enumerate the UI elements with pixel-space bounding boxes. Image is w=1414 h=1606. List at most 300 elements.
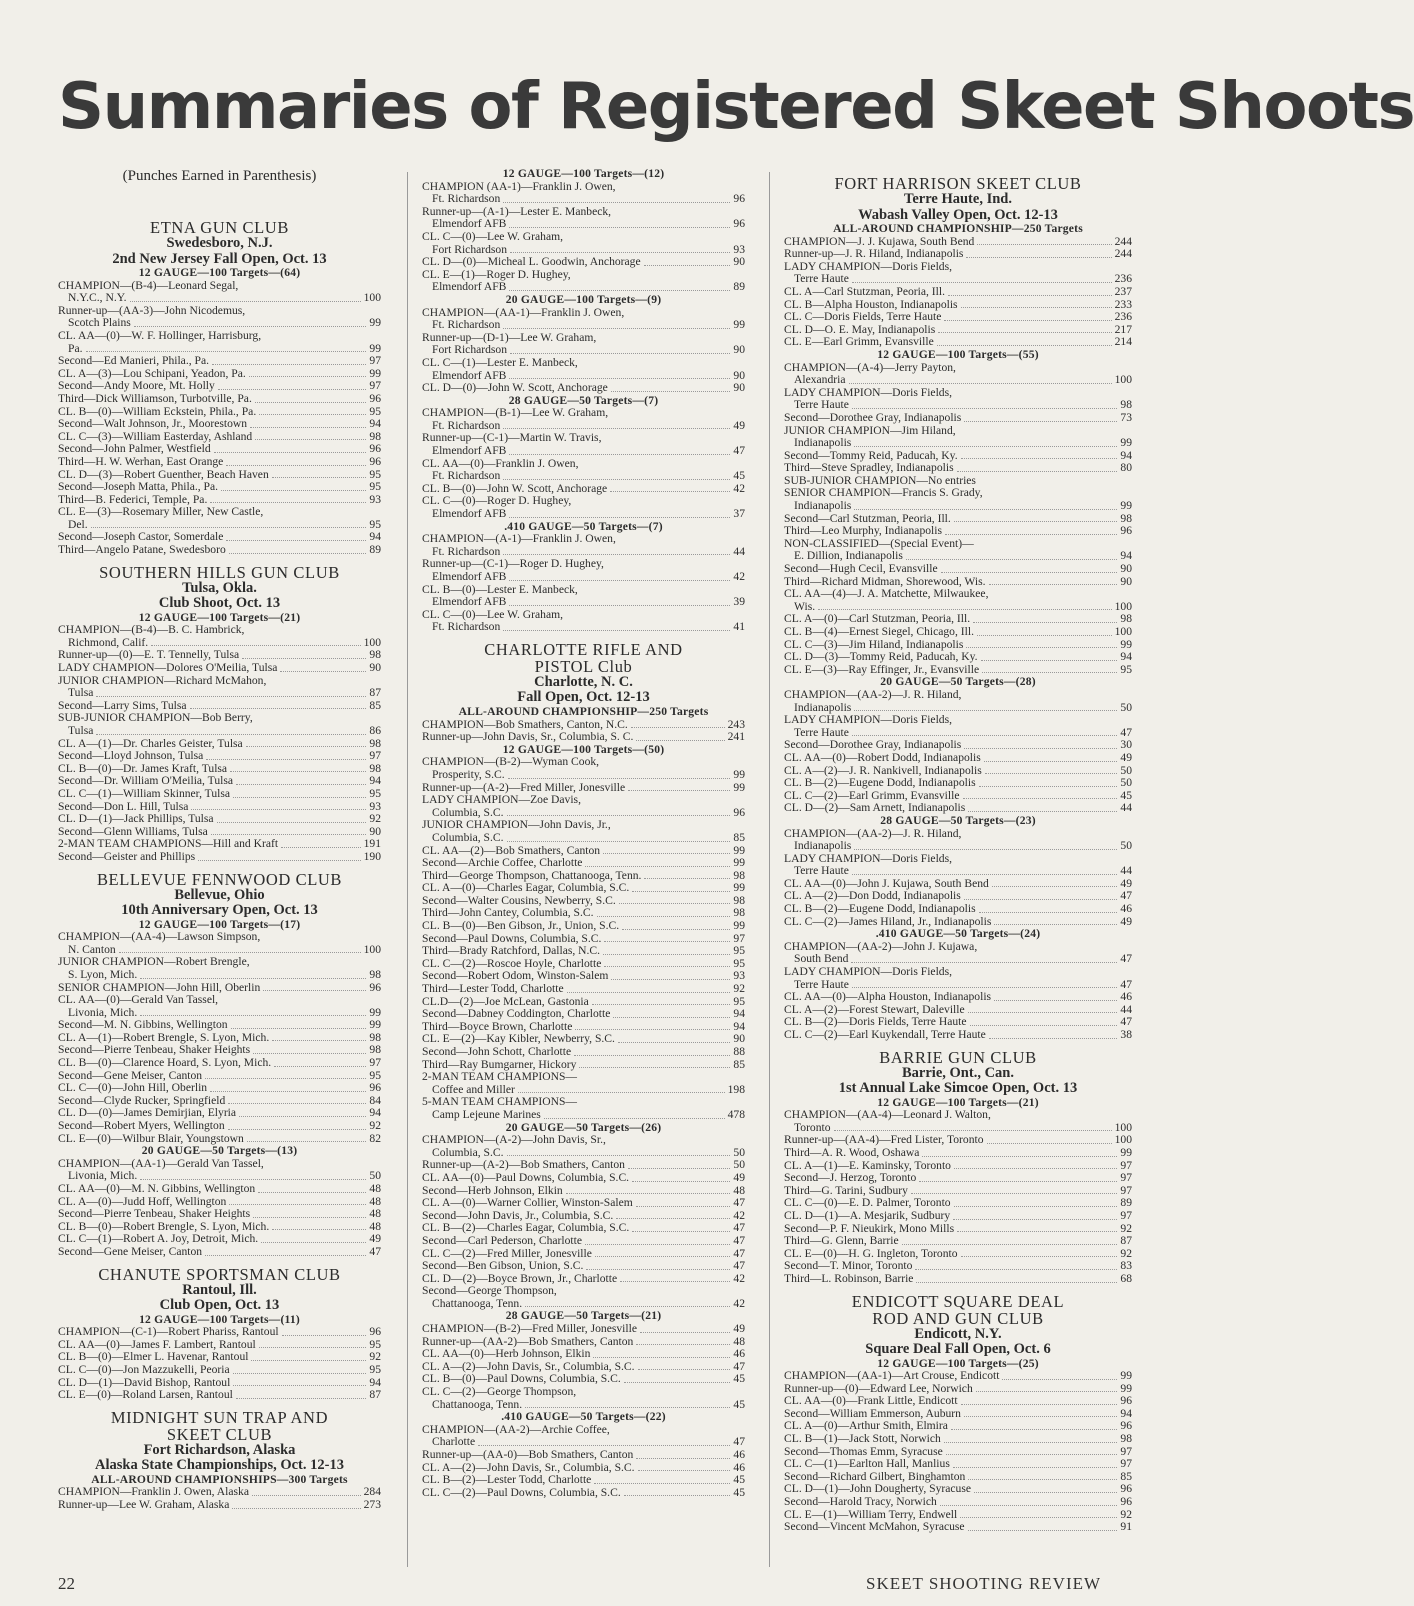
result-text: Third—Boyce Brown, Charlotte bbox=[422, 1019, 573, 1033]
result-text: Second—Walt Johnson, Jr., Moorestown bbox=[58, 417, 248, 431]
result-text: Terre Haute bbox=[794, 725, 849, 739]
result-text: Third—Lester Todd, Charlotte bbox=[422, 982, 564, 996]
score: 37 bbox=[733, 507, 745, 521]
result-text: Elmendorf AFB bbox=[432, 368, 507, 382]
result-line bbox=[784, 563, 1132, 576]
dot-leader bbox=[579, 1067, 730, 1068]
result-text: Second—Harold Tracy, Norwich bbox=[784, 1495, 937, 1509]
result-line: JUNIOR CHAMPION—Jim Hiland, bbox=[784, 423, 956, 437]
result-line: CL. C—(0)—Lee W. Graham, bbox=[422, 229, 564, 243]
score: 85 bbox=[733, 830, 745, 844]
score: 100 bbox=[363, 942, 381, 956]
score: 94 bbox=[369, 1375, 381, 1389]
dot-leader bbox=[510, 353, 730, 354]
result-text: Runner-up—John Davis, Sr., Columbia, S. C. bbox=[422, 730, 634, 744]
result-text: CL. B—(2)—Eugene Dodd, Indianapolis bbox=[784, 902, 976, 916]
result-line bbox=[784, 1370, 1132, 1383]
score: 94 bbox=[733, 1019, 745, 1033]
result-line bbox=[784, 1029, 1132, 1042]
gauge-heading: .410 GAUGE—50 Targets—(22) bbox=[501, 1410, 666, 1424]
result-line: 2-MAN TEAM CHAMPIONS— bbox=[422, 1070, 578, 1084]
score: 97 bbox=[733, 931, 745, 945]
dot-leader bbox=[948, 295, 1112, 296]
result-text: Indianapolis bbox=[794, 499, 852, 513]
dot-leader bbox=[233, 797, 366, 798]
dot-leader bbox=[190, 708, 367, 709]
score: 99 bbox=[733, 856, 745, 870]
score: 99 bbox=[369, 341, 381, 355]
score: 42 bbox=[733, 1296, 745, 1310]
score: 38 bbox=[1120, 1028, 1132, 1041]
dot-leader bbox=[953, 1219, 1117, 1220]
result-line bbox=[784, 286, 1132, 299]
dot-leader bbox=[226, 540, 366, 541]
dot-leader bbox=[239, 1116, 366, 1117]
score: 99 bbox=[733, 780, 745, 794]
result-text: Indianapolis bbox=[794, 839, 852, 853]
result-text: CL. C—(0)—E. D. Palmer, Toronto bbox=[784, 1196, 951, 1210]
dot-leader bbox=[954, 1168, 1117, 1169]
score: 45 bbox=[733, 1485, 745, 1499]
score: 95 bbox=[733, 994, 745, 1008]
score: 99 bbox=[733, 767, 745, 781]
dot-leader bbox=[984, 761, 1118, 762]
result-text: Charlotte bbox=[432, 1435, 476, 1449]
dot-leader bbox=[961, 307, 1112, 308]
dot-leader bbox=[964, 899, 1118, 900]
score: 94 bbox=[733, 1007, 745, 1021]
result-text: Second—P. F. Nieukirk, Mono Mills bbox=[784, 1221, 955, 1235]
score: 96 bbox=[733, 217, 745, 231]
result-text: Livonia, Mich. bbox=[68, 1005, 138, 1019]
dot-leader bbox=[272, 1040, 366, 1041]
result-text: CL. A—(0)—Carl Stutzman, Peoria, Ill. bbox=[784, 612, 971, 626]
result-text: Columbia, S.C. bbox=[432, 805, 504, 819]
result-line bbox=[784, 1395, 1132, 1408]
result-line: CHAMPION—(A-2)—John Davis, Sr., bbox=[422, 1133, 606, 1147]
dot-leader bbox=[251, 1360, 366, 1361]
score: 90 bbox=[1120, 574, 1132, 588]
dot-leader bbox=[509, 227, 730, 228]
score: 96 bbox=[733, 192, 745, 206]
result-text: CHAMPION—(AA-1)—Art Crouse, Endicott bbox=[784, 1369, 1000, 1383]
result-text: Del. bbox=[68, 517, 88, 531]
dot-leader bbox=[631, 727, 725, 728]
dot-leader bbox=[852, 282, 1112, 283]
result-text: CL. D—(2)—Boyce Brown, Jr., Charlotte bbox=[422, 1271, 618, 1285]
dot-leader bbox=[597, 916, 731, 917]
result-line bbox=[422, 1449, 745, 1462]
result-text: Elmendorf AFB bbox=[432, 570, 507, 583]
result-text: Second—William Emmerson, Auburn bbox=[784, 1406, 961, 1420]
club-location: Bellevue, Ohio bbox=[174, 886, 265, 903]
result-text: Third—Brady Ratchford, Dallas, N.C. bbox=[422, 944, 601, 958]
result-line bbox=[784, 1210, 1132, 1223]
score: 273 bbox=[363, 1497, 381, 1511]
dot-leader bbox=[974, 1492, 1117, 1493]
dot-leader bbox=[976, 1391, 1118, 1392]
result-text: Richmond, Calif. bbox=[68, 635, 149, 649]
result-text: CL. C—(0)—Jon Mazzukelli, Peoria bbox=[58, 1362, 230, 1376]
score: 46 bbox=[1120, 990, 1132, 1004]
dot-leader bbox=[628, 1168, 730, 1169]
score: 243 bbox=[727, 717, 745, 731]
result-line bbox=[58, 481, 381, 494]
dot-leader bbox=[957, 1231, 1117, 1232]
score: 95 bbox=[369, 1068, 381, 1082]
result-line: CL. B—(0)—Lester E. Manbeck, bbox=[422, 582, 578, 596]
score: 50 bbox=[733, 1145, 745, 1159]
result-text: Wis. bbox=[794, 599, 816, 613]
club-location: Swedesboro, N.J. bbox=[166, 235, 273, 251]
dot-leader bbox=[902, 1244, 1118, 1245]
result-line bbox=[422, 193, 745, 206]
gauge-heading: ALL-AROUND CHAMPIONSHIP—250 Targets bbox=[833, 222, 1083, 235]
dot-leader bbox=[252, 1495, 361, 1496]
result-text: Second—John Davis, Jr., Columbia, S.C. bbox=[422, 1208, 614, 1222]
dot-leader bbox=[509, 580, 730, 581]
result-line bbox=[784, 462, 1132, 475]
result-text: CL. AA—(0)—James F. Lambert, Rantoul bbox=[58, 1337, 256, 1351]
dot-leader bbox=[205, 1255, 366, 1256]
score: 99 bbox=[733, 318, 745, 332]
results-column-1 bbox=[58, 168, 381, 1512]
result-text: Second—Ben Gibson, Union, S.C. bbox=[422, 1259, 584, 1273]
dot-leader bbox=[119, 952, 361, 953]
score: 97 bbox=[1120, 1457, 1132, 1471]
dot-leader bbox=[968, 1012, 1118, 1013]
score: 100 bbox=[1114, 1120, 1132, 1134]
result-line bbox=[58, 1082, 381, 1095]
dot-leader bbox=[818, 609, 1111, 610]
dot-leader bbox=[259, 414, 366, 415]
score: 48 bbox=[369, 1182, 381, 1195]
score: 50 bbox=[1120, 839, 1132, 853]
dot-leader bbox=[945, 534, 1117, 535]
result-line bbox=[58, 1019, 381, 1032]
dot-leader bbox=[503, 328, 730, 329]
score: 97 bbox=[1120, 1183, 1132, 1197]
score: 50 bbox=[1120, 776, 1132, 790]
result-text: Ft. Richardson bbox=[432, 418, 501, 432]
gauge-heading: 12 GAUGE—100 Targets—(21) bbox=[877, 1095, 1039, 1109]
result-text: Third—Steve Spradley, Indianapolis bbox=[784, 461, 954, 475]
dot-leader bbox=[604, 941, 730, 942]
result-text: Third—A. R. Wood, Oshawa bbox=[784, 1145, 920, 1159]
score: 46 bbox=[733, 1448, 745, 1461]
dot-leader bbox=[280, 671, 366, 672]
club-name: FORT HARRISON SKEET CLUB bbox=[834, 174, 1082, 193]
result-text: 2-MAN TEAM CHAMPIONS—Hill and Kraft bbox=[58, 837, 279, 851]
punches-note: (Punches Earned in Parenthesis) bbox=[122, 168, 317, 184]
gauge-heading: 28 GAUGE—50 Targets—(23) bbox=[880, 813, 1036, 827]
dot-leader bbox=[622, 929, 730, 930]
result-text: Second—Clyde Rucker, Springfield bbox=[58, 1093, 226, 1107]
score: 46 bbox=[733, 1460, 745, 1474]
dot-leader bbox=[994, 1000, 1117, 1001]
score: 48 bbox=[369, 1194, 381, 1208]
score: 99 bbox=[733, 843, 745, 857]
result-text: CL. C—(2)—Roscoe Hoyle, Charlotte bbox=[422, 956, 602, 970]
score: 94 bbox=[369, 774, 381, 788]
dot-leader bbox=[854, 446, 1117, 447]
result-line: 5-MAN TEAM CHAMPIONS— bbox=[422, 1095, 578, 1109]
score: 50 bbox=[369, 1169, 381, 1183]
result-text: CHAMPION—(B-2)—Fred Miller, Jonesville bbox=[422, 1322, 637, 1336]
result-line bbox=[422, 470, 745, 483]
dot-leader bbox=[212, 364, 366, 365]
result-text: CL. C—(1)—Earlton Hall, Manlius bbox=[784, 1457, 950, 1471]
result-text: CL. B—(2)—Charles Eagar, Columbia, S.C. bbox=[422, 1221, 630, 1235]
score: 47 bbox=[1120, 725, 1132, 739]
result-text: CL. B—(0)—Paul Downs, Columbia, S.C. bbox=[422, 1372, 621, 1386]
dot-leader bbox=[603, 853, 730, 854]
dot-leader bbox=[849, 383, 1112, 384]
score: 90 bbox=[733, 343, 745, 357]
result-text: Runner-up—(0)—Edward Lee, Norwich bbox=[784, 1381, 973, 1395]
result-text: CL. AA—(0)—Alpha Houston, Indianapolis bbox=[784, 990, 992, 1004]
score: 45 bbox=[733, 1473, 745, 1487]
dot-leader bbox=[566, 1193, 731, 1194]
score: 90 bbox=[733, 1032, 745, 1046]
result-line: JUNIOR CHAMPION—John Davis, Jr., bbox=[422, 818, 611, 832]
event-title: 1st Annual Lake Simcoe Open, Oct. 13 bbox=[838, 1080, 1078, 1097]
dot-leader bbox=[954, 521, 1118, 522]
score: 99 bbox=[1120, 499, 1132, 513]
dot-leader bbox=[982, 672, 1117, 673]
score: 244 bbox=[1114, 234, 1132, 248]
result-text: Runner-up—J. R. Hiland, Indianapolis bbox=[784, 247, 964, 261]
dot-leader bbox=[140, 1015, 366, 1016]
result-line: CHAMPION (AA-1)—Franklin J. Owen, bbox=[422, 179, 616, 193]
result-text: CL. D—(0)—John W. Scott, Anchorage bbox=[422, 381, 608, 395]
dot-leader bbox=[960, 1517, 1117, 1518]
result-text: Second—Tommy Reid, Paducah, Ky. bbox=[784, 448, 958, 462]
dot-leader bbox=[968, 1530, 1118, 1531]
score: 47 bbox=[733, 1359, 745, 1373]
dot-leader bbox=[509, 290, 730, 291]
gauge-heading: 20 GAUGE—100 Targets—(9) bbox=[505, 292, 662, 306]
result-text: Second—Thomas Emm, Syracuse bbox=[784, 1444, 943, 1458]
event-title: Club Open, Oct. 13 bbox=[159, 1297, 280, 1314]
result-line: CHAMPION—(AA-1)—Franklin J. Owen, bbox=[422, 305, 625, 319]
dot-leader bbox=[586, 1269, 730, 1270]
result-text: Livonia, Mich. bbox=[68, 1169, 138, 1183]
result-line: CL. C—(2)—George Thompson, bbox=[422, 1385, 577, 1399]
score: 99 bbox=[369, 1018, 381, 1032]
result-text: CL. AA—(0)—Paul Downs, Columbia, S.C. bbox=[422, 1170, 630, 1184]
dot-leader bbox=[134, 326, 367, 327]
result-line bbox=[58, 393, 381, 406]
result-text: Second—Dorothee Gray, Indianapolis bbox=[784, 410, 962, 424]
result-text: Third—Dick Williamson, Turbotville, Pa. bbox=[58, 391, 252, 405]
dot-leader bbox=[525, 1306, 730, 1307]
score: 96 bbox=[1120, 1495, 1132, 1509]
result-text: Second—Walter Cousins, Newberry, S.C. bbox=[422, 893, 616, 907]
result-text: Second—Dabney Coddington, Charlotte bbox=[422, 1007, 611, 1021]
club-location: Charlotte, N. C. bbox=[534, 673, 633, 690]
result-text: Coffee and Miller bbox=[432, 1082, 515, 1096]
dot-leader bbox=[229, 553, 367, 554]
score: 95 bbox=[369, 517, 381, 531]
result-text: CL. E—(2)—Kay Kibler, Newberry, S.C. bbox=[422, 1032, 615, 1046]
score: 93 bbox=[733, 242, 745, 256]
result-text: CL. C—(2)—Paul Downs, Columbia, S.C. bbox=[422, 1485, 621, 1499]
dot-leader bbox=[255, 439, 366, 440]
result-line: CL. E—(1)—Roger D. Hughey, bbox=[422, 267, 571, 281]
dot-leader bbox=[851, 962, 1117, 963]
dot-leader bbox=[852, 987, 1118, 988]
score: 47 bbox=[1120, 977, 1132, 991]
score: 50 bbox=[1120, 763, 1132, 777]
result-text: Second—Gene Meiser, Canton bbox=[58, 1244, 203, 1258]
score: 47 bbox=[733, 1196, 745, 1210]
score: 47 bbox=[733, 1246, 745, 1260]
score: 97 bbox=[369, 379, 381, 393]
dot-leader bbox=[509, 517, 730, 518]
dot-leader bbox=[593, 1357, 730, 1358]
dot-leader bbox=[259, 1347, 367, 1348]
result-text: Third—Angelo Patane, Swedesboro bbox=[58, 543, 226, 557]
dot-leader bbox=[610, 491, 730, 492]
result-text: CHAMPION—Franklin J. Owen, Alaska bbox=[58, 1485, 249, 1499]
result-text: Chattanooga, Tenn. bbox=[432, 1296, 523, 1310]
result-line: CL. C—(1)—Lester E. Manbeck, bbox=[422, 355, 578, 369]
result-line bbox=[784, 1172, 1132, 1185]
result-text: CL. C—(2)—James Hiland, Jr., Indianapolis bbox=[784, 914, 992, 928]
score: 84 bbox=[369, 1093, 381, 1107]
result-line bbox=[58, 1364, 381, 1377]
dot-leader bbox=[937, 345, 1112, 346]
score: 82 bbox=[369, 1131, 381, 1145]
result-text: CL. A—(2)—Don Dodd, Indianapolis bbox=[784, 889, 961, 903]
dot-leader bbox=[274, 1066, 366, 1067]
result-text: Elmendorf AFB bbox=[432, 507, 507, 521]
dot-leader bbox=[226, 465, 366, 466]
club-location: Tulsa, Okla. bbox=[182, 579, 257, 596]
club-name: ENDICOTT SQUARE DEAL bbox=[851, 1291, 1065, 1311]
result-text: Terre Haute bbox=[794, 398, 849, 412]
dot-leader bbox=[221, 490, 366, 491]
score: 90 bbox=[369, 661, 381, 675]
gauge-heading: 20 GAUGE—50 Targets—(13) bbox=[141, 1144, 298, 1158]
result-line bbox=[58, 456, 381, 469]
result-text: Runner-up—Lee W. Graham, Alaska bbox=[58, 1497, 230, 1511]
result-text: Pa. bbox=[68, 341, 83, 355]
result-text: CL. C—(0)—John Hill, Oberlin bbox=[58, 1081, 208, 1095]
result-text: CL. A—(2)—John Davis, Sr., Columbia, S.C. bbox=[422, 1460, 635, 1474]
club-location: Barrie, Ont., Can. bbox=[902, 1064, 1014, 1081]
score: 284 bbox=[363, 1485, 381, 1499]
result-text: Toronto bbox=[794, 1120, 831, 1134]
result-text: Third—Leo Murphy, Indianapolis bbox=[784, 524, 942, 538]
dot-leader bbox=[507, 1155, 731, 1156]
score: 48 bbox=[733, 1334, 745, 1348]
result-line bbox=[58, 292, 381, 305]
score: 47 bbox=[1120, 889, 1132, 903]
result-text: Second—Pierre Tenbeau, Shaker Heights bbox=[58, 1043, 251, 1057]
result-line bbox=[58, 750, 381, 763]
result-text: Second—Hugh Cecil, Evansville bbox=[784, 562, 938, 576]
dot-leader bbox=[130, 301, 361, 302]
result-text: CL. C—(2)—Fred Miller, Jonesville bbox=[422, 1246, 592, 1260]
result-line bbox=[784, 311, 1132, 324]
dot-leader bbox=[906, 559, 1118, 560]
score: 93 bbox=[369, 492, 381, 506]
result-line bbox=[422, 1235, 745, 1248]
score: 85 bbox=[369, 698, 381, 712]
result-text: CL. C—Doris Fields, Terre Haute bbox=[784, 310, 942, 324]
result-text: Runner-up—(AA-0)—Bob Smathers, Canton bbox=[422, 1448, 634, 1461]
dot-leader bbox=[966, 647, 1117, 648]
score: 95 bbox=[733, 944, 745, 958]
result-line: SUB-JUNIOR CHAMPION—No entries bbox=[784, 473, 976, 487]
score: 198 bbox=[727, 1082, 745, 1096]
result-text: CL. A—(1)—Dr. Charles Geister, Tulsa bbox=[58, 736, 243, 750]
result-text: CL. E—(3)—Ray Effinger, Jr., Evansville bbox=[784, 662, 980, 676]
result-text: Tulsa bbox=[68, 724, 94, 737]
result-text: CL. B—(2)—Eugene Dodd, Indianapolis bbox=[784, 776, 976, 790]
score: 94 bbox=[1120, 1406, 1132, 1420]
gauge-heading: 12 GAUGE—100 Targets—(12) bbox=[502, 167, 665, 180]
dot-leader bbox=[585, 1244, 730, 1245]
score: 99 bbox=[369, 316, 381, 330]
dot-leader bbox=[503, 630, 730, 631]
score: 85 bbox=[733, 1057, 745, 1071]
dot-leader bbox=[253, 1053, 366, 1054]
gauge-heading: .410 GAUGE—50 Targets—(24) bbox=[875, 927, 1041, 941]
result-line bbox=[422, 1348, 745, 1361]
club-location: Rantoul, Ill. bbox=[182, 1281, 257, 1298]
gauge-heading: 20 GAUGE—50 Targets—(26) bbox=[505, 1120, 662, 1134]
score: 45 bbox=[733, 1372, 745, 1386]
result-text: CL. D—(0)—James Demirjian, Elyria bbox=[58, 1106, 237, 1120]
score: 191 bbox=[363, 837, 381, 851]
dot-leader bbox=[603, 954, 730, 955]
result-line bbox=[784, 777, 1132, 790]
score: 46 bbox=[1120, 902, 1132, 916]
score: 98 bbox=[733, 906, 745, 920]
result-line bbox=[422, 882, 745, 895]
result-text: Columbia, S.C. bbox=[432, 830, 504, 844]
dot-leader bbox=[230, 771, 366, 772]
dot-leader bbox=[946, 1454, 1118, 1455]
result-text: CL.D—(2)—Joe McLean, Gastonia bbox=[422, 994, 589, 1008]
score: 44 bbox=[1120, 1002, 1132, 1016]
dot-leader bbox=[218, 389, 367, 390]
dot-leader bbox=[963, 798, 1118, 799]
result-text: CL. D—(1)—David Bishop, Rantoul bbox=[58, 1375, 231, 1389]
result-text: Third—B. Federici, Temple, Pa. bbox=[58, 492, 208, 506]
result-text: South Bend bbox=[794, 952, 849, 966]
score: 49 bbox=[733, 1322, 745, 1336]
result-text: Second—Carl Stutzman, Peoria, Ill. bbox=[784, 511, 951, 525]
result-line bbox=[58, 544, 381, 557]
score: 47 bbox=[733, 1221, 745, 1235]
gauge-heading: 12 GAUGE—100 Targets—(17) bbox=[138, 917, 301, 931]
result-line: Runner-up—(C-1)—Roger D. Hughey, bbox=[422, 557, 604, 571]
dot-leader bbox=[640, 1332, 730, 1333]
dot-leader bbox=[611, 391, 731, 392]
dot-leader bbox=[852, 874, 1118, 875]
dot-leader bbox=[624, 1382, 731, 1383]
dot-leader bbox=[140, 1179, 366, 1180]
dot-leader bbox=[247, 1141, 367, 1142]
score: 95 bbox=[369, 404, 381, 418]
score: 47 bbox=[733, 1233, 745, 1247]
result-text: CL. C—(1)—William Skinner, Tulsa bbox=[58, 786, 231, 800]
result-text: CL. AA—(0)—Frank Little, Endicott bbox=[784, 1394, 958, 1408]
